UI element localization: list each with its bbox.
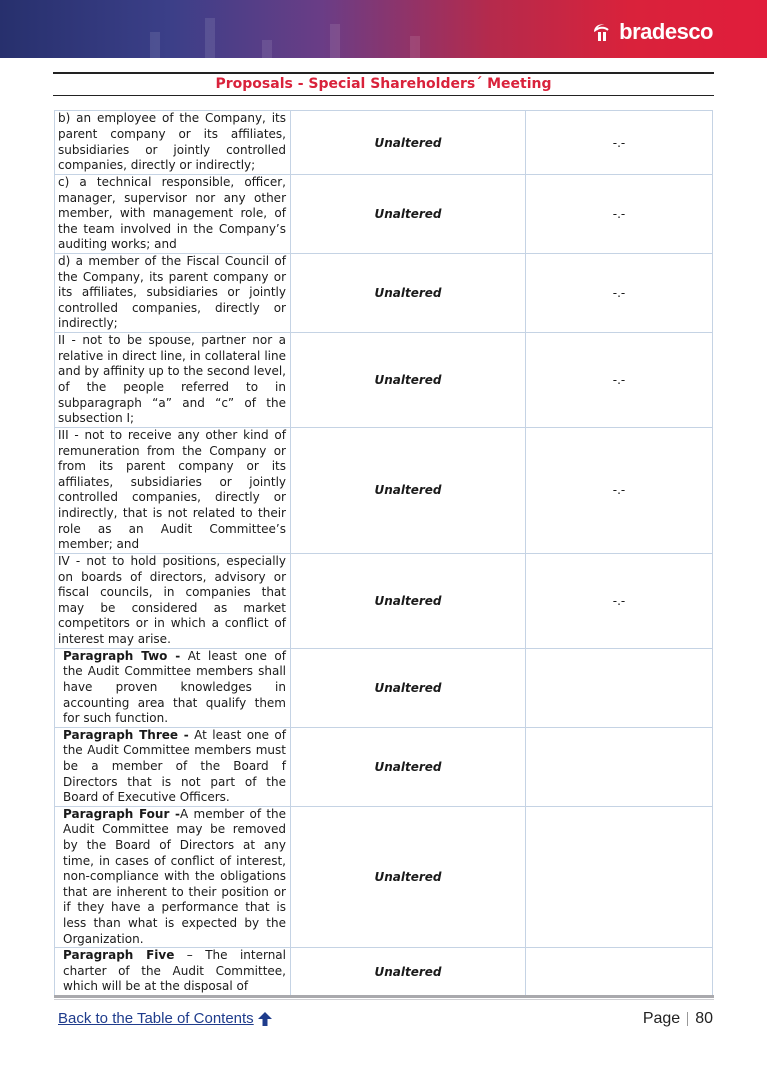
note-cell <box>526 727 713 806</box>
original-text-cell: III - not to receive any other kind of remuneration from the Company or from its parent company or its affiliates, subsidiaries or jointly controlled companies, directly or indirectly, that is not related to their role as an Audit Committee’s member; and <box>55 428 291 554</box>
status-cell: Unaltered <box>291 553 526 648</box>
original-text-cell: d) a member of the Fiscal Council of the Company, its parent company or its affiliates, subsidiaries or jointly controlled companies, directly or indirectly; <box>55 254 291 333</box>
proposals-table <box>54 110 713 996</box>
table-row <box>55 111 713 175</box>
bradesco-logo-icon <box>591 21 613 43</box>
original-text-cell: II - not to be spouse, partner nor a relative in direct line, in collateral line and by affinity up to the second level, of the people referred to in subparagraph “a” and “c” of the subsection I; <box>55 333 291 428</box>
table-row <box>55 648 713 727</box>
table-row <box>55 727 713 806</box>
table-row <box>55 333 713 428</box>
note-cell <box>526 648 713 727</box>
arrow-up-icon[interactable] <box>257 1011 273 1027</box>
status-cell: Unaltered <box>291 806 526 947</box>
note-cell <box>526 806 713 947</box>
status-cell: Unaltered <box>291 111 526 175</box>
back-to-toc-label[interactable]: Back to the Table of Contents <box>58 1010 254 1027</box>
page-number: 80 <box>695 1010 713 1027</box>
footer-rule-thin <box>54 999 714 1000</box>
original-text-cell: Paragraph Five – The internal charter of the Audit Committee, which will be at the disposal of <box>55 948 291 996</box>
title-bottom-rule <box>53 95 714 96</box>
table-row <box>55 553 713 648</box>
table-row <box>55 428 713 554</box>
bradesco-logo <box>591 19 713 45</box>
table-row <box>55 948 713 996</box>
note-cell <box>526 948 713 996</box>
status-cell: Unaltered <box>291 727 526 806</box>
note-cell: -.- <box>526 333 713 428</box>
original-text-cell: IV - not to hold positions, especially on boards of directors, advisory or fiscal councils, in companies that may be considered as market competitors or in which a conflict of interest may arise. <box>55 553 291 648</box>
status-cell: Unaltered <box>291 428 526 554</box>
header-banner <box>0 0 767 58</box>
page-indicator <box>643 1010 713 1028</box>
original-text-cell: Paragraph Three - At least one of the Audit Committee members must be a member of the Board f Directors that is not part of the Board of Executive Officers. <box>55 727 291 806</box>
original-text-cell: Paragraph Four -A member of the Audit Committee may be removed by the Board of Directors at any time, in cases of conflict of interest, non-compliance with the obligations that are inherent to their position or if they have a performance that is less than what is expected by the Organization. <box>55 806 291 947</box>
brand-name: bradesco <box>619 19 713 44</box>
page-title: Proposals - Special Shareholders´ Meeting <box>215 76 552 92</box>
back-to-toc-link[interactable] <box>58 1010 273 1027</box>
status-cell: Unaltered <box>291 175 526 254</box>
status-cell: Unaltered <box>291 254 526 333</box>
table-row <box>55 175 713 254</box>
status-cell: Unaltered <box>291 648 526 727</box>
note-cell: -.- <box>526 553 713 648</box>
page-separator <box>687 1012 688 1026</box>
status-cell: Unaltered <box>291 948 526 996</box>
note-cell: -.- <box>526 175 713 254</box>
table-row <box>55 806 713 947</box>
table-row <box>55 254 713 333</box>
original-text-cell: b) an employee of the Company, its parent company or its affiliates, subsidiaries or jointly controlled companies, directly or indirectly; <box>55 111 291 175</box>
page-label: Page <box>642 1010 681 1027</box>
note-cell: -.- <box>526 111 713 175</box>
status-cell: Unaltered <box>291 333 526 428</box>
original-text-cell: Paragraph Two - At least one of the Audit Committee members shall have proven knowledges in accounting area that qualify them for such function. <box>55 648 291 727</box>
note-cell: -.- <box>526 428 713 554</box>
original-text-cell: c) a technical responsible, officer, manager, supervisor nor any other member, with management role, of the team involved in the Company’s auditing works; and <box>55 175 291 254</box>
note-cell: -.- <box>526 254 713 333</box>
footer-rule <box>54 995 714 998</box>
